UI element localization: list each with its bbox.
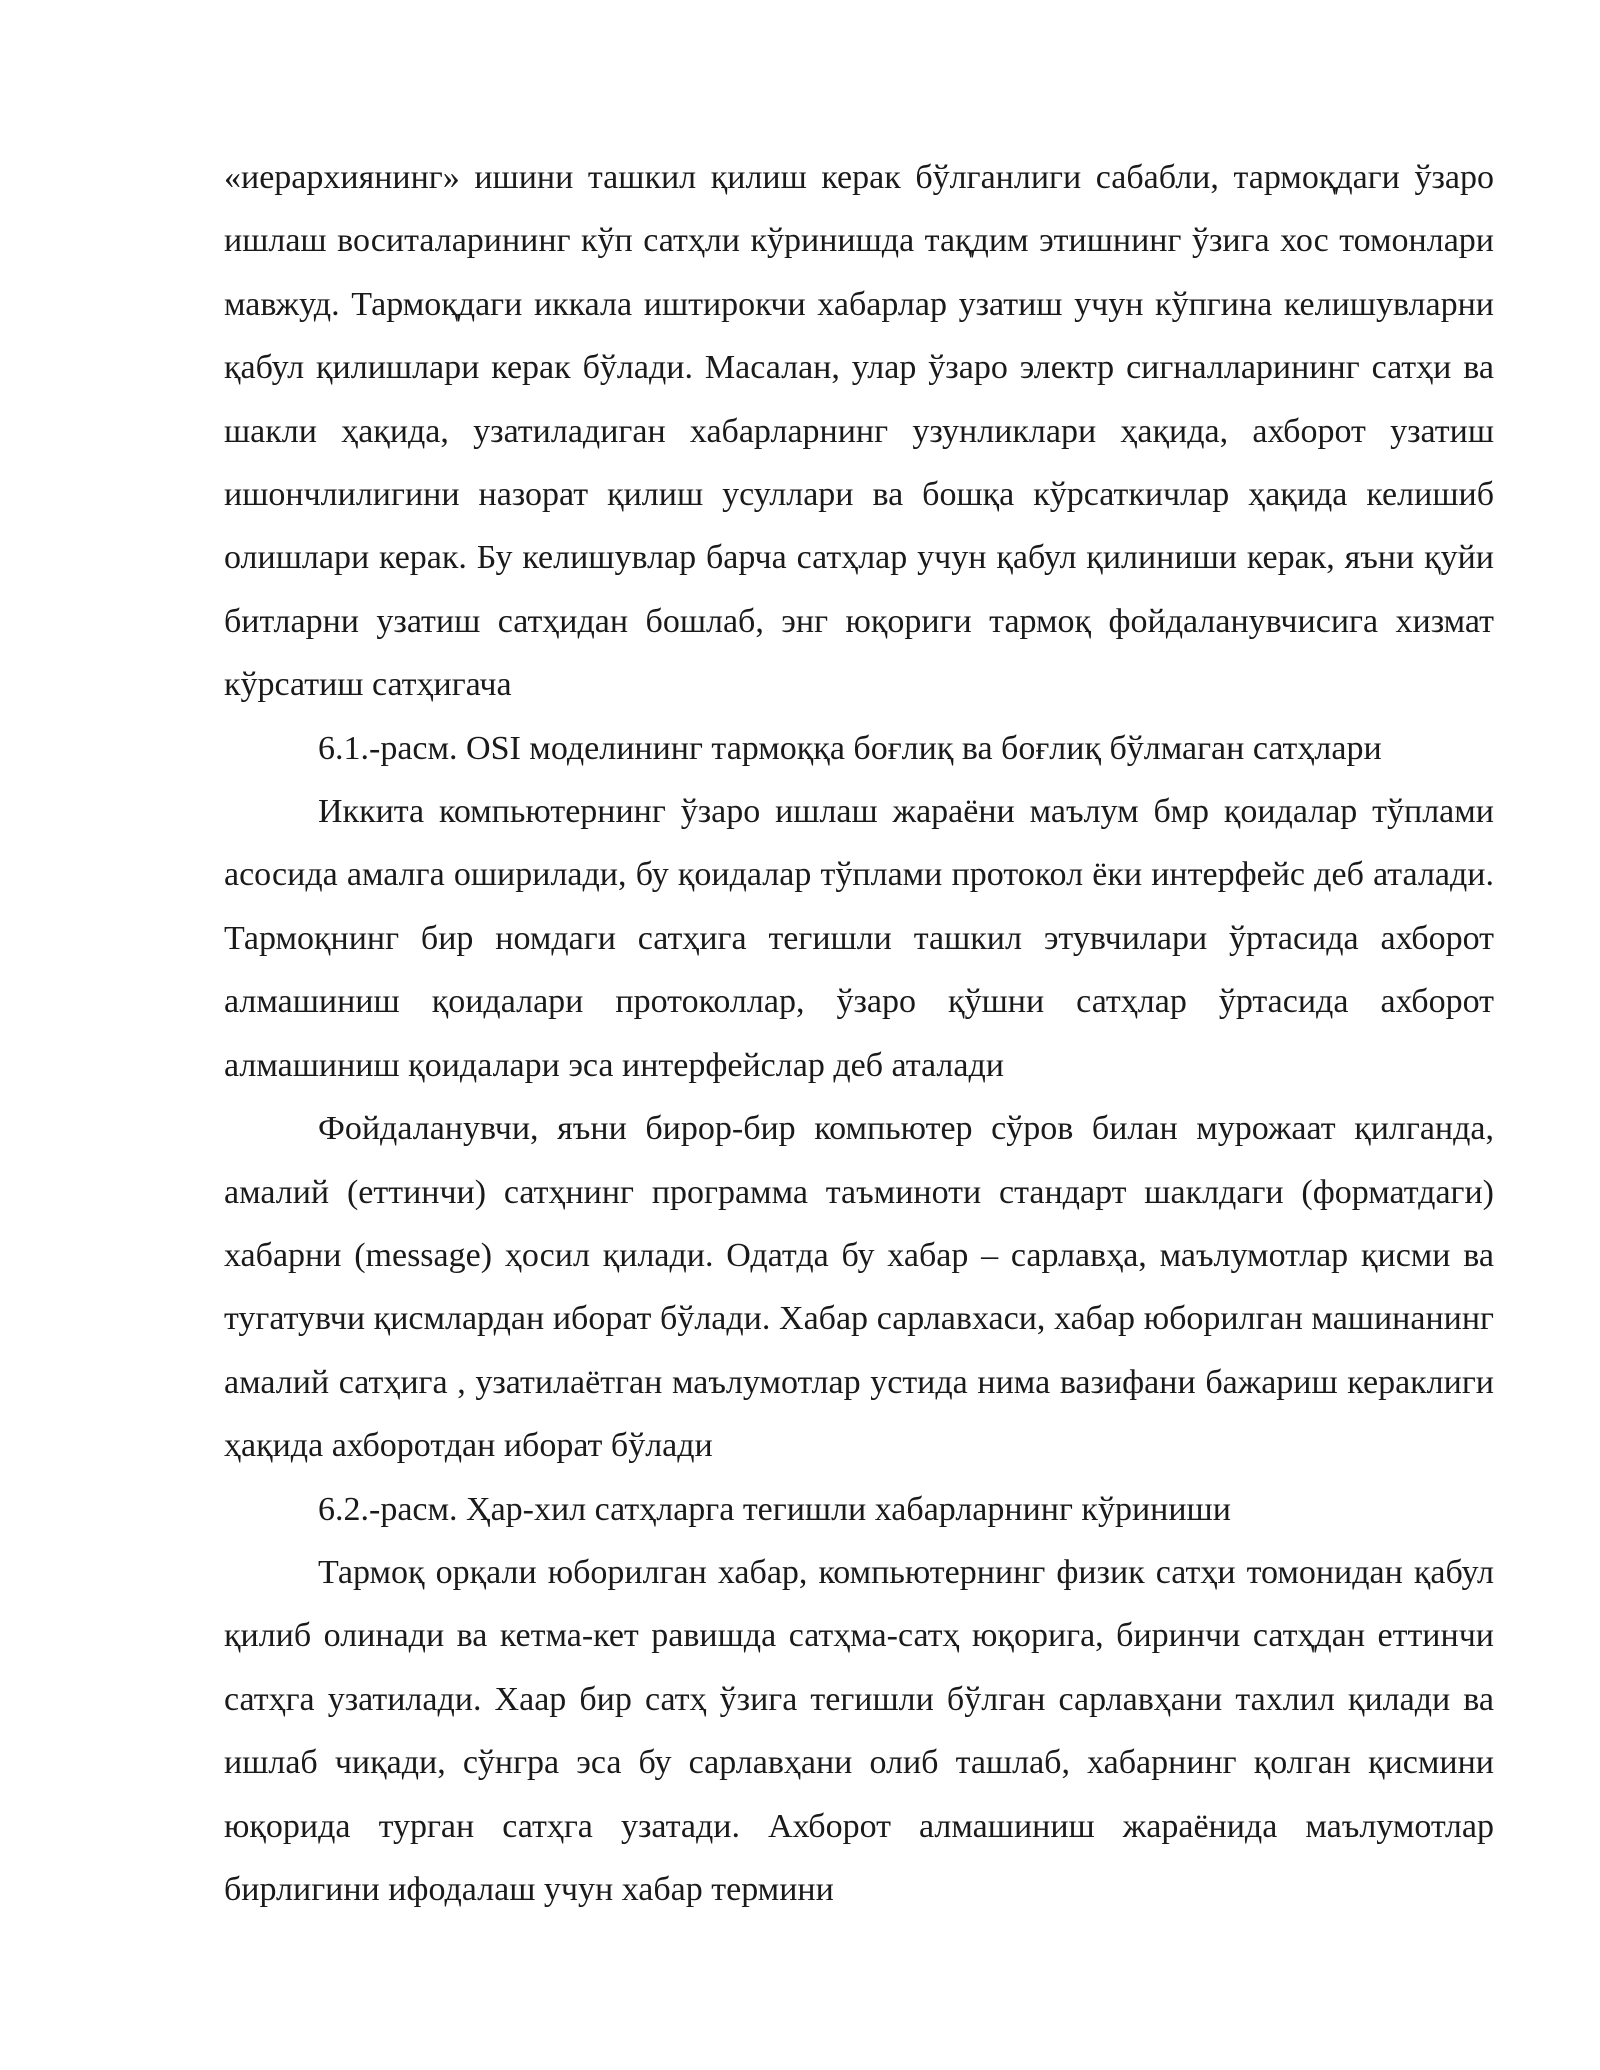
paragraph-protocols: Иккита компьютернинг ўзаро ишлаш жараёни маълум бмр қоидалар тўплами асосида амалга оширилади, бу қоидалар тўплами протокол ёки интерфейс деб аталади. Тармоқнинг бир номдаги сатҳига тегишли ташкил этувчилари ўртасида ахборот алмашиниш қоидалари протоколлар, ўзаро қўшни сатҳлар ўртасида ахборот алмашиниш қоидалари эса интерфейслар деб аталади	[224, 793, 1494, 1084]
figure-caption-6-1: 6.1.-расм. OSI моделининг тармоққа боғлиқ ва боғлиқ бўлмаган сатҳлари	[318, 729, 1382, 767]
paragraph-message-transfer: Тармоқ орқали юборилган хабар, компьютернинг физик сатҳи томонидан қабул қилиб олинади ва кетма-кет равишда сатҳма-сатҳ юқорига, биринчи сатҳдан еттинчи сатҳга узатилади. Хаар бир сатҳ ўзига тегишли бўлган сарлавҳани тахлил қилади ва ишлаб чиқади, сўнгра эса бу сарлавҳани олиб ташлаб, хабарнинг қолган қисмини юқорида турган сатҳга узатади. Ахборот алмашиниш жараёнида маълумотлар бирлигини ифодалаш учун хабар термини	[224, 1553, 1494, 1908]
document-body	[224, 146, 1494, 1921]
paragraph-user-request: Фойдаланувчи, яъни бирор-бир компьютер сўров билан мурожаат қилганда, амалий (еттинчи) сатҳнинг программа таъминоти стандарт шаклдаги (форматдаги) хабарни (message) ҳосил қилади. Одатда бу хабар – сарлавҳа, маълумотлар қисми ва тугатувчи қисмлардан иборат бўлади. Хабар сарлавхаси, хабар юборилган машинанинг амалий сатҳига , узатилаётган маълумотлар устида нима вазифани бажариш кераклиги ҳақида ахборотдан иборат бўлади	[224, 1110, 1494, 1465]
figure-caption-6-2: 6.2.-расм. Ҳар-хил сатҳларга тегишли хабарларнинг кўриниши	[318, 1490, 1231, 1528]
paragraph-intro: «иерархиянинг» ишини ташкил қилиш керак бўлганлиги сабабли, тармоқдаги ўзаро ишлаш воситаларининг кўп сатҳли кўринишда тақдим этишнинг ўзига хос томонлари мавжуд. Тармоқдаги иккала иштирокчи хабарлар узатиш учун кўпгина келишувларни қабул қилишлари керак бўлади. Масалан, улар ўзаро электр сигналларининг сатҳи ва шакли ҳақида, узатиладиган хабарларнинг узунликлари ҳақида, ахборот узатиш ишончлилигини назорат қилиш усуллари ва бошқа кўрсаткичлар ҳақида келишиб олишлари керак. Бу келишувлар барча сатҳлар учун қабул қилиниши керак, яъни қуйи битларни узатиш сатҳидан бошлаб, энг юқориги тармоқ фойдаланувчисига хизмат кўрсатиш сатҳигача	[224, 159, 1494, 704]
